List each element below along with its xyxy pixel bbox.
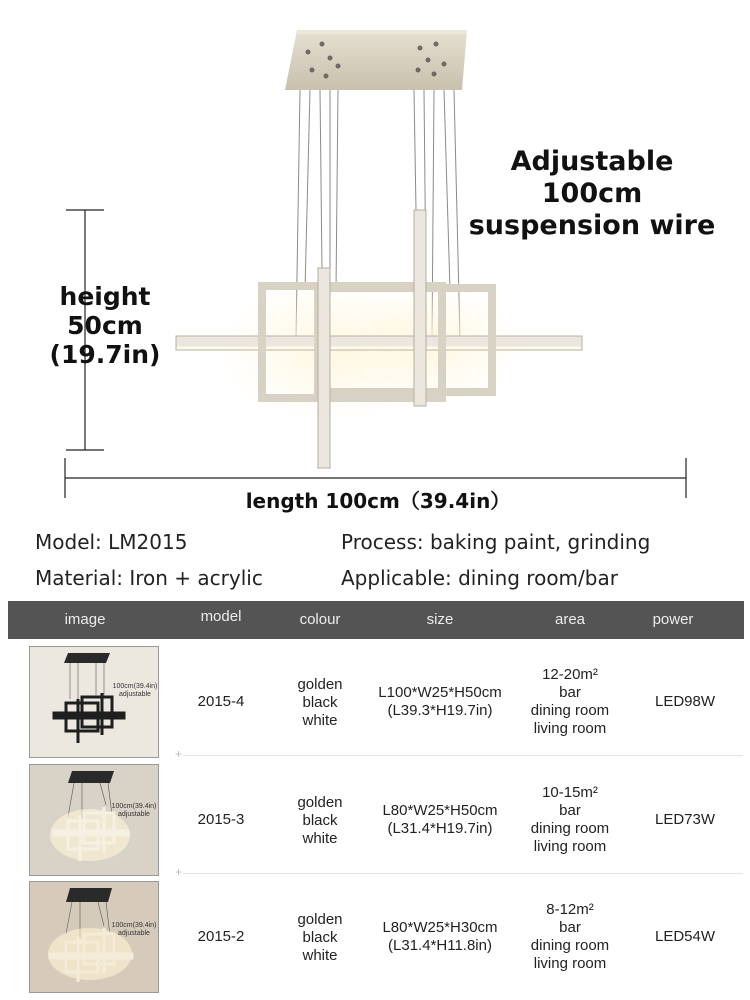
thumbnail-note-line1: 100cm(39.4in) bbox=[111, 922, 157, 929]
area-dining-room: dining room bbox=[530, 937, 610, 954]
colour-black: black bbox=[302, 812, 338, 829]
cell-colour bbox=[273, 794, 367, 848]
area-dining-room: dining room bbox=[530, 702, 610, 719]
colour-golden: golden bbox=[297, 911, 343, 928]
header-size: size bbox=[426, 611, 454, 628]
cell-colour bbox=[273, 676, 367, 730]
header-power: power bbox=[652, 611, 694, 628]
plus-icon: + bbox=[175, 865, 183, 879]
cell-model: 2015-2 bbox=[197, 928, 245, 945]
table-header bbox=[8, 601, 744, 639]
cell-power: LED54W bbox=[654, 928, 716, 945]
colour-black: black bbox=[302, 694, 338, 711]
product-thumbnail bbox=[29, 646, 159, 758]
thumbnail-note-line2: adjustable bbox=[118, 930, 150, 937]
cell-area bbox=[515, 666, 625, 738]
size-in: (L31.4*H19.7in) bbox=[387, 820, 493, 837]
table-row bbox=[8, 763, 744, 879]
cell-area bbox=[515, 901, 625, 973]
header-area: area bbox=[554, 611, 586, 628]
light-fixture bbox=[176, 210, 582, 468]
colour-white: white bbox=[302, 830, 338, 847]
header-model: model bbox=[200, 608, 242, 625]
cell-size bbox=[363, 919, 517, 955]
colour-white: white bbox=[302, 712, 338, 729]
suspension-title-line1: Adjustable 100cm bbox=[510, 146, 674, 209]
cell-colour bbox=[273, 911, 367, 965]
area-size: 12-20m² bbox=[542, 666, 598, 683]
area-bar: bar bbox=[559, 919, 581, 936]
table-row bbox=[8, 880, 744, 996]
thumbnail-image bbox=[30, 765, 158, 875]
spec-material: Material: Iron + acrylic bbox=[35, 566, 263, 590]
height-label-line3: (19.7in) bbox=[49, 340, 161, 369]
suspension-title-line2: suspension wire bbox=[468, 210, 716, 241]
area-dining-room: dining room bbox=[530, 820, 610, 837]
cell-area bbox=[515, 784, 625, 856]
colour-golden: golden bbox=[297, 794, 343, 811]
product-thumbnail bbox=[29, 881, 159, 993]
area-living-room: living room bbox=[533, 955, 607, 972]
thumbnail-note-line1: 100cm(39.4in) bbox=[112, 683, 158, 690]
ceiling-canopy bbox=[285, 30, 467, 90]
spec-model: Model: LM2015 bbox=[35, 530, 188, 554]
colour-black: black bbox=[302, 929, 338, 946]
thumbnail-note-line2: adjustable bbox=[118, 811, 150, 818]
spec-applicable: Applicable: dining room/bar bbox=[341, 566, 618, 590]
size-cm: L100*W25*H50cm bbox=[378, 684, 502, 701]
thumbnail-note-line2: adjustable bbox=[119, 691, 151, 698]
height-label bbox=[40, 282, 170, 369]
header-image: image bbox=[64, 611, 106, 628]
area-living-room: living room bbox=[533, 720, 607, 737]
area-size: 8-12m² bbox=[546, 901, 594, 918]
spec-process: Process: baking paint, grinding bbox=[341, 530, 651, 554]
table-row bbox=[8, 645, 744, 761]
cell-power: LED73W bbox=[654, 811, 716, 828]
area-bar: bar bbox=[559, 684, 581, 701]
cell-size bbox=[363, 684, 517, 720]
header-colour: colour bbox=[299, 611, 341, 628]
height-label-line2: 50cm bbox=[67, 311, 143, 340]
height-label-line1: height bbox=[59, 282, 151, 311]
cell-size bbox=[363, 802, 517, 838]
length-label: length 100cm（39.4in） bbox=[245, 489, 511, 513]
colour-white: white bbox=[302, 947, 338, 964]
plus-icon: + bbox=[175, 747, 183, 761]
colour-golden: golden bbox=[297, 676, 343, 693]
suspension-wire-label bbox=[462, 146, 722, 242]
size-in: (L31.4*H11.8in) bbox=[388, 937, 492, 954]
row-divider bbox=[183, 755, 743, 756]
size-cm: L80*W25*H30cm bbox=[382, 919, 498, 936]
area-bar: bar bbox=[559, 802, 581, 819]
thumbnail-image bbox=[30, 647, 158, 757]
size-cm: L80*W25*H50cm bbox=[382, 802, 498, 819]
product-thumbnail bbox=[29, 764, 159, 876]
cell-power: LED98W bbox=[654, 693, 716, 710]
cell-model: 2015-3 bbox=[197, 811, 245, 828]
cell-model: 2015-4 bbox=[197, 693, 245, 710]
size-in: (L39.3*H19.7in) bbox=[387, 702, 493, 719]
area-size: 10-15m² bbox=[542, 784, 598, 801]
row-divider bbox=[183, 873, 743, 874]
thumbnail-note-line1: 100cm(39.4in) bbox=[111, 803, 157, 810]
area-living-room: living room bbox=[533, 838, 607, 855]
